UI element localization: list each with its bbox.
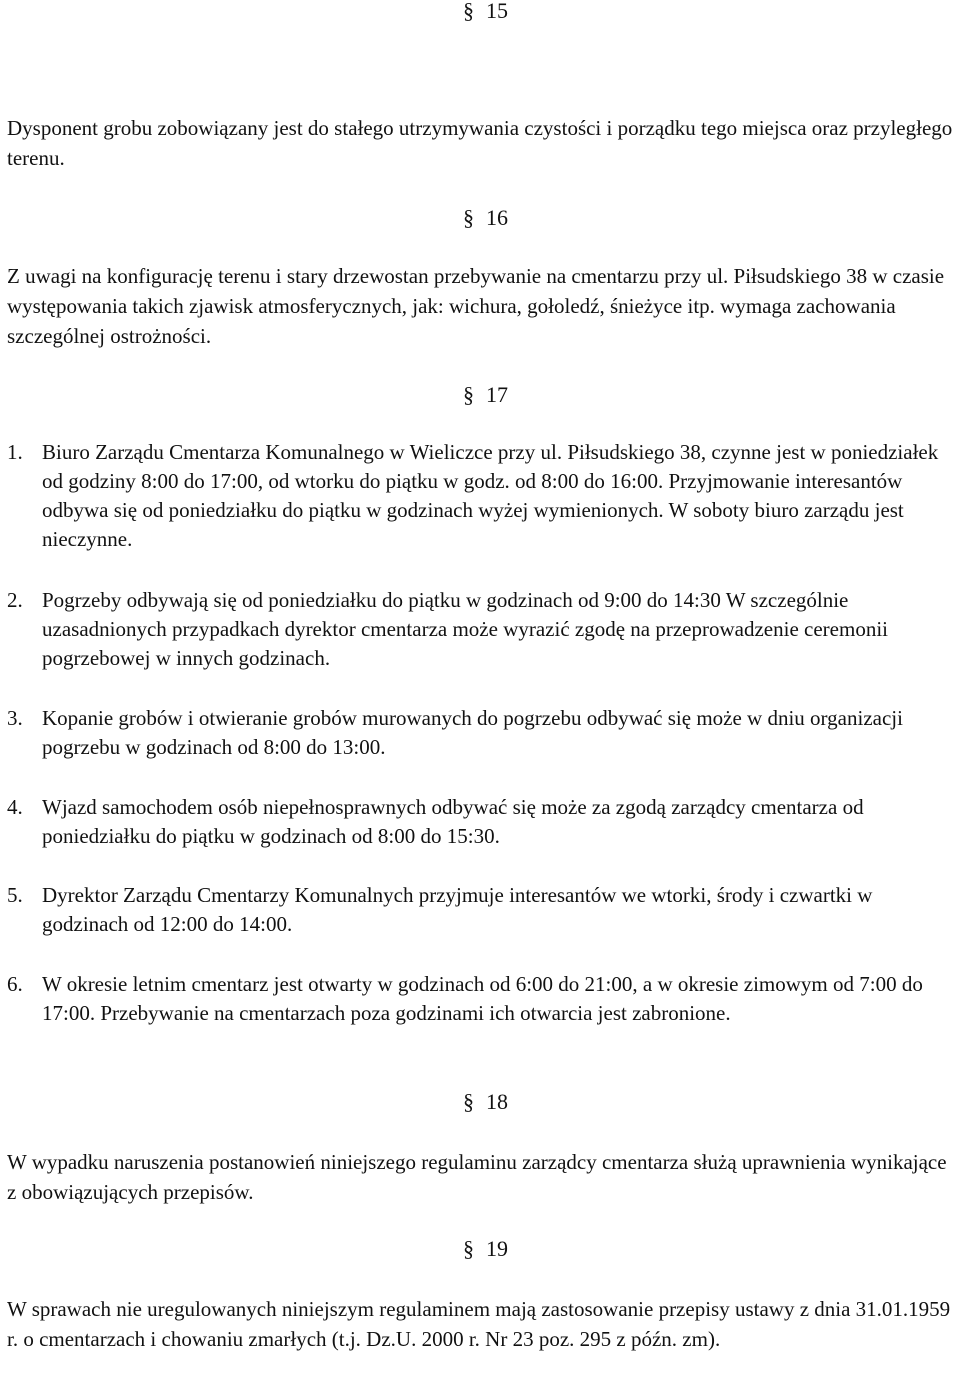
list-item — [7, 704, 957, 762]
list-item-number: 5. — [7, 883, 23, 907]
section-symbol: § — [463, 1236, 474, 1261]
list-item — [7, 586, 957, 673]
list-item-text: W okresie letnim cmentarz jest otwarty w godzinach od 6:00 do 21:00, a w okresie zimowym od 7:00 do 17:00. Przebywanie na cmentarzach poza godzinami ich otwarcia jest zabronione. — [42, 972, 923, 1025]
section-number: 17 — [486, 382, 508, 407]
list-item-number: 4. — [7, 795, 23, 819]
section-symbol: § — [463, 1089, 474, 1114]
list-item-number: 2. — [7, 588, 23, 612]
list-item-number: 3. — [7, 706, 23, 730]
list-item-text: Dyrektor Zarządu Cmentarzy Komunalnych przyjmuje interesantów we wtorki, środy i czwartki w godzinach od 12:00 do 14:00. — [42, 883, 873, 936]
list-item-number: 1. — [7, 440, 23, 464]
section-15-text: Dysponent grobu zobowiązany jest do stałego utrzymywania czystości i porządku tego miejsca oraz przyległego terenu. — [7, 116, 953, 170]
list-item-text: Biuro Zarządu Cmentarza Komunalnego w Wieliczce przy ul. Piłsudskiego 38, czynne jest w poniedziałek od godziny 8:00 do 17:00, od wtorku do piątku w godz. od 8:00 do 16:00. Przyjmowanie interesantów odbywa się od poniedziałku do piątku w godzinach wyżej wymienionych. W soboty biuro zarządu jest nieczynne. — [42, 440, 939, 551]
section-number: 19 — [486, 1236, 508, 1261]
section-symbol: § — [463, 205, 474, 230]
section-heading-15 — [0, 0, 960, 24]
section-number: 16 — [486, 205, 508, 230]
section-19-text: W sprawach nie uregulowanych niniejszym regulaminem mają zastosowanie przepisy ustawy z dnia 31.01.1959 r. o cmentarzach i chowaniu zmarłych (t.j. Dz.U. 2000 r. Nr 23 poz. 295 z późn. zm). — [7, 1297, 951, 1351]
list-item — [7, 970, 957, 1028]
list-item-text: Pogrzeby odbywają się od poniedziałku do piątku w godzinach od 9:00 do 14:30 W szczególnie uzasadnionych przypadkach dyrektor cmentarza może wyrazić zgodę na przeprowadzenie ceremonii pogrzebowej w innych godzinach. — [42, 588, 888, 670]
section-18-text: W wypadku naruszenia postanowień niniejszego regulaminu zarządcy cmentarza służą uprawnienia wynikające z obowiązujących przepisów. — [7, 1150, 947, 1204]
list-item — [7, 881, 957, 939]
section-heading-18 — [0, 1089, 960, 1115]
section-heading-19 — [0, 1236, 960, 1262]
section-heading-17 — [0, 382, 960, 408]
list-item-number: 6. — [7, 972, 23, 996]
section-number: 15 — [486, 0, 508, 23]
section-16-text: Z uwagi na konfigurację terenu i stary drzewostan przebywanie na cmentarzu przy ul. Piłsudskiego 38 w czasie występowania takich zjawisk atmosferycznych, jak: wichura, gołoledź, śnieżyce itp. wymaga zachowania szczególnej ostrożności. — [7, 264, 945, 348]
list-item-text: Kopanie grobów i otwieranie grobów murowanych do pogrzebu odbywać się może w dniu organizacji pogrzebu w godzinach od 8:00 do 13:00. — [42, 706, 903, 759]
section-symbol: § — [463, 0, 474, 23]
list-item-text: Wjazd samochodem osób niepełnosprawnych odbywać się może za zgodą zarządcy cmentarza od poniedziałku do piątku w godzinach od 8:00 do 15:30. — [42, 795, 864, 848]
list-item — [7, 793, 957, 851]
section-number: 18 — [486, 1089, 508, 1114]
list-item — [7, 438, 957, 554]
section-symbol: § — [463, 382, 474, 407]
section-heading-16 — [0, 205, 960, 231]
